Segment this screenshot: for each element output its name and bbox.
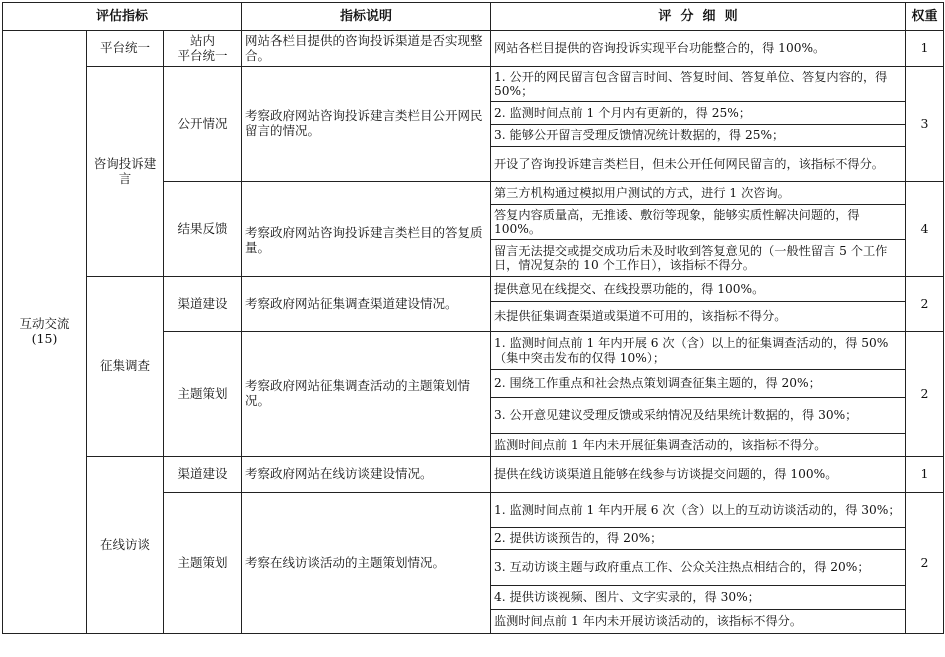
interview-topic-criteria-3: 4. 提供访谈视频、图片、文字实录的，得 30%； bbox=[491, 586, 906, 610]
platform-name: 平台统一 bbox=[87, 31, 164, 67]
survey-channel-criteria-1: 未提供征集调查渠道或渠道不可用的，该指标不得分。 bbox=[491, 302, 906, 332]
survey-topic-weight: 2 bbox=[906, 332, 944, 457]
row-consult-open-0 bbox=[3, 67, 944, 102]
survey-name: 征集调查 bbox=[87, 277, 164, 457]
top-category-cell bbox=[3, 31, 87, 634]
consult-open-criteria-2: 3. 能够公开留言受理反馈情况统计数据的，得 25%； bbox=[491, 125, 906, 147]
interview-channel-weight: 1 bbox=[906, 457, 944, 493]
platform-criteria-0: 网站各栏目提供的咨询投诉实现平台功能整合的，得 100%。 bbox=[491, 31, 906, 67]
survey-topic-criteria-3: 监测时间点前 1 年内未开展征集调查活动的，该指标不得分。 bbox=[491, 434, 906, 457]
consult-name: 咨询投诉建言 bbox=[87, 67, 164, 277]
row-platform bbox=[3, 31, 944, 67]
consult-open-criteria-0: 1. 公开的网民留言包含留言时间、答复时间、答复单位、答复内容的，得 50%； bbox=[491, 67, 906, 102]
interview-topic-criteria-0: 1. 监测时间点前 1 年内开展 6 次（含）以上的互动访谈活动的，得 30%； bbox=[491, 493, 906, 528]
consult-feedback-criteria-0: 第三方机构通过模拟用户测试的方式，进行 1 次咨询。 bbox=[491, 182, 906, 205]
interview-topic-desc: 考察在线访谈活动的主题策划情况。 bbox=[242, 493, 491, 634]
top-category-weight: (15) bbox=[31, 331, 58, 346]
survey-channel-desc: 考察政府网站征集调查渠道建设情况。 bbox=[242, 277, 491, 332]
header-description: 指标说明 bbox=[242, 3, 491, 31]
consult-feedback-name: 结果反馈 bbox=[164, 182, 242, 277]
interview-channel-desc: 考察政府网站在线访谈建设情况。 bbox=[242, 457, 491, 493]
interview-topic-criteria-2: 3. 互动访谈主题与政府重点工作、公众关注热点相结合的，得 20%； bbox=[491, 550, 906, 586]
consult-open-weight: 3 bbox=[906, 67, 944, 182]
survey-topic-name: 主题策划 bbox=[164, 332, 242, 457]
header-indicator: 评估指标 bbox=[3, 3, 242, 31]
survey-channel-criteria-0: 提供意见在线提交、在线投票功能的，得 100%。 bbox=[491, 277, 906, 302]
row-survey-channel-0 bbox=[3, 277, 944, 302]
platform-weight: 1 bbox=[906, 31, 944, 67]
consult-open-name: 公开情况 bbox=[164, 67, 242, 182]
interview-topic-weight: 2 bbox=[906, 493, 944, 634]
consult-open-criteria-1: 2. 监测时间点前 1 个月内有更新的，得 25%； bbox=[491, 102, 906, 125]
interview-topic-criteria-4: 监测时间点前 1 年内未开展访谈活动的，该指标不得分。 bbox=[491, 610, 906, 634]
survey-topic-desc: 考察政府网站征集调查活动的主题策划情况。 bbox=[242, 332, 491, 457]
consult-open-criteria-3: 开设了咨询投诉建言类栏目，但未公开任何网民留言的，该指标不得分。 bbox=[491, 147, 906, 182]
interview-topic-criteria-1: 2. 提供访谈预告的，得 20%； bbox=[491, 528, 906, 550]
header-row bbox=[3, 3, 944, 31]
survey-topic-criteria-2: 3. 公开意见建议受理反馈或采纳情况及结果统计数据的，得 30%； bbox=[491, 398, 906, 434]
interview-channel-criteria-0: 提供在线访谈渠道且能够在线参与访谈提交问题的，得 100%。 bbox=[491, 457, 906, 493]
survey-topic-criteria-0: 1. 监测时间点前 1 年内开展 6 次（含）以上的征集调查活动的，得 50%（集中突击发布的仅得 10%）； bbox=[491, 332, 906, 370]
interview-topic-name: 主题策划 bbox=[164, 493, 242, 634]
survey-channel-name: 渠道建设 bbox=[164, 277, 242, 332]
consult-feedback-desc: 考察政府网站咨询投诉建言类栏目的答复质量。 bbox=[242, 182, 491, 277]
row-interview-channel bbox=[3, 457, 944, 493]
consult-open-desc: 考察政府网站咨询投诉建言类栏目公开网民留言的情况。 bbox=[242, 67, 491, 182]
survey-channel-weight: 2 bbox=[906, 277, 944, 332]
consult-feedback-weight: 4 bbox=[906, 182, 944, 277]
evaluation-table bbox=[2, 2, 944, 634]
platform-sub: 站内 平台统一 bbox=[164, 31, 242, 67]
header-criteria: 评 分 细 则 bbox=[491, 3, 906, 31]
interview-name: 在线访谈 bbox=[87, 457, 164, 634]
header-weight: 权重 bbox=[906, 3, 944, 31]
consult-feedback-criteria-1: 答复内容质量高，无推诿、敷衍等现象，能够实质性解决问题的，得 100%。 bbox=[491, 205, 906, 240]
platform-desc: 网站各栏目提供的咨询投诉渠道是否实现整合。 bbox=[242, 31, 491, 67]
consult-feedback-criteria-2: 留言无法提交或提交成功后未及时收到答复意见的（一般性留言 5 个工作日，情况复杂的 10 个工作日），该指标不得分。 bbox=[491, 240, 906, 277]
top-category-name: 互动交流 bbox=[19, 316, 70, 332]
survey-topic-criteria-1: 2. 围绕工作重点和社会热点策划调查征集主题的，得 20%； bbox=[491, 370, 906, 398]
interview-channel-name: 渠道建设 bbox=[164, 457, 242, 493]
